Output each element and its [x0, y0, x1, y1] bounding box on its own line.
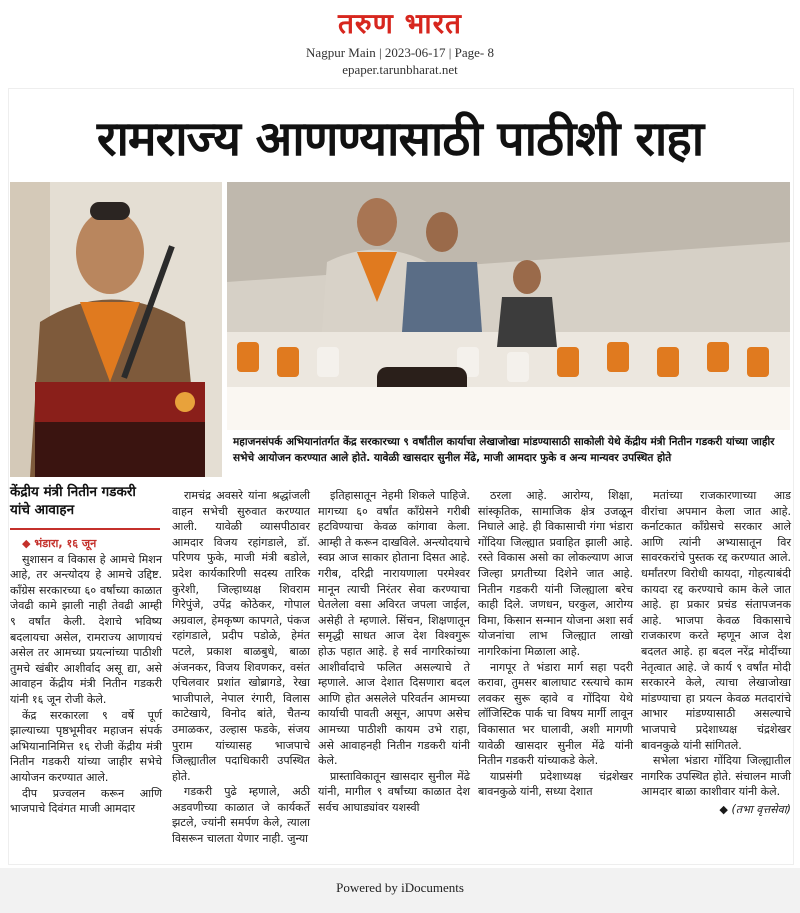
article-column-3 [318, 488, 470, 815]
stage-photo [227, 182, 790, 430]
article-paragraph: मतांच्या राजकारणाच्या आड वीरांचा अपमान केला जात आहे. कर्नाटकात काँग्रेसचे सरकार आले आणि त्यांनी अभ्यासातून विर सावरकरांचे पुस्तक रद्द करण्यात आले. धर्मांतरण विरोधी कायदा, गोहत्याबंदी कायदा रद्द करण्याचे काम केले जात आहे. हा प्रकार प्रचंड संतापजनक आहे. भाजपा केवळ विकासाचे राजकारण करते म्हणून आज देश बदलत आहे. हा बदल नरेंद्र मोदींच्या नेतृत्वात आहे. जे कार्य ९ वर्षांत मोदी सरकारने केले, त्याचा लेखाजोखा मांडण्याचा हा प्रयत्न केवळ मतदारांचे आभार मांडण्यासाठी असल्याचे भाजपाचे प्रदेशाध्यक्ष चंद्रशेखर बावनकुळे यांनी सांगितले. [641, 489, 791, 752]
masthead [0, 0, 800, 80]
article-paragraph: रामचंद्र अवसरे यांना श्रद्धांजली वाहन सभेची सुरुवात करण्यात आली. यावेळी व्यासपीठावर आमदार विजय रहांगडाले, डॉ. परिणय फुके, माजी मंत्री बडोले, प्रदेश कार्यकारिणी सदस्य तारिक कुरेशी, जिल्हाध्यक्ष शिवराम गिरेपुंजे, उपेंद्र कोठेकर, गोपाल अग्रवाल, हेमकृष्ण कापगते, पंकज रहांगडाले, प्रदीप पडोळे, हेमंत पटले, प्रकाश बाळबुधे, बाळा अंजनकर, विजय शिवणकर, वसंत एचिलवार प्रशांत खोब्रागडे, रेखा भाजीपाले, नेपाल रंगारी, विलास काटेखाये, विनोद बांते, चैतन्य उमाळकर, उल्हास फडके, संजय पुराम यांच्यासह भाजपाचे जिल्ह्यातील पदाधिकारी उपस्थित होते. [172, 489, 310, 783]
speaker-photo-illustration [10, 182, 222, 477]
article-column-4 [478, 488, 633, 800]
dateline: भंडारा, १६ जून [34, 537, 97, 550]
article-column-5 [641, 488, 791, 817]
dateline-marker: ◆ [22, 537, 35, 550]
article-subheading: केंद्रीय मंत्री नितीन गडकरी यांचे आवाहन [10, 484, 136, 518]
article-paragraph: सुशासन व विकास हे आमचे मिशन आहे, तर अन्त्योदय हे आमचे उद्दिष्ट. काँग्रेस सरकारच्या ६० वर्षांच्या काळात जेवढी कामे झाली नाही तेवढी आम्ही ९ वर्षांत केली. देशाचे भविष्य बदलायचा असेल, रामराज्य आणायचं असेल तर आमच्या प्रयत्नांच्या पाठीशी तुमचे खंबीर आशीर्वाद असू द्या, असे आवाहन केंद्रीय मंत्री नितीन गडकरी यांनी १६ जून रोजी केले. [10, 552, 162, 706]
site-url[interactable]: epaper.tarunbharat.net [342, 62, 458, 77]
stage-photo-illustration [227, 182, 790, 430]
dateline-paragraph [10, 536, 162, 552]
speaker-photo [10, 182, 222, 477]
article-paragraph: सभेला भंडारा गोंदिया जिल्ह्यातील नागरिक उपस्थित होते. संचालन माजी आमदार बाळा काशीवार यांनी केले. [641, 754, 791, 799]
article-paragraph: केंद्र सरकारला ९ वर्षे पूर्ण झाल्याच्या पृष्ठभूमीवर महाजन संपर्क अभियानानिमित्त १६ रोजी केंद्रीय मंत्री नितीन गडकरी यांच्या जाहीर सभेचे आयोजन करण्यात आले. [10, 708, 162, 784]
article-paragraph: इतिहासातून नेहमी शिकले पाहिजे. मागच्या ६० वर्षांत काँग्रेसने गरीबी हटविण्याचा केवळ कांगावा केला. आम्ही ते करून दाखविले. अन्त्योदयाचे स्वप्न आज साकार होताना दिसत आहे. गरीब, दरिद्री नारायणाला परमेश्वर मानून त्याची निरंतर सेवा करण्याचा घेतलेला वसा अविरत जपला जाईल, असेही ते म्हणाले. सिंचन, शिक्षणातून समृद्धी साधत आज देश विश्वगुरू होऊ पहात आहे. हे सर्व नागरिकांच्या आशीर्वादाचे फलित असल्याचे ते म्हणाले. आज देशात दिसणारा बदल आणि होत असलेले परिवर्तन आमच्या कार्याची पावती असून, आपण असेच आमच्या पाठीशी कायम उभे राहा, असे आवाहनही नितीन गडकरी यांनी केले. [318, 489, 470, 768]
article-paragraph: दीप प्रज्वलन करून आणि भाजपाचे दिवंगत माजी आमदार [10, 786, 162, 816]
newspaper-logo[interactable] [300, 6, 500, 42]
footer [0, 868, 800, 913]
article-paragraph: नागपूर ते भंडारा मार्ग सहा पदरी करावा, तुमसर बालाघाट रस्त्याचे काम लवकर सुरू व्हावे व गोंदिया येथे लॉजिस्टिक पार्क चा विषय मार्गी लावून विकासात भर घालावी, अशी मागणी यावेळी खासदार सुनील मेंढे यांनी नितीन गडकरी यांच्याकडे केले. [478, 660, 633, 768]
article-paragraph: गडकरी पुढे म्हणाले, अठी अडवणीच्या काळात जे कार्यकर्ते झटले, ज्यांनी समर्पण केले, त्याला विसरून चालता येणार नाही. जुन्या [172, 785, 310, 846]
logo-text: तरुण भारत [337, 7, 463, 40]
credit-marker: ◆ [719, 802, 732, 816]
article-column-2 [172, 488, 310, 847]
news-credit [641, 802, 791, 818]
powered-by-link[interactable]: Powered by iDocuments [336, 880, 464, 895]
photo-caption: महाजनसंपर्क अभियानांतर्गत केंद्र सरकारच्या ९ वर्षांतील कार्याचा लेखाजोखा मांडण्यासाठी साकोली येथे केंद्रीय मंत्री नितीन गडकरी यांच्या जाहीर सभेचे आयोजन करण्यात आले होते. यावेळी खासदार सुनील मेंढे, माजी आमदार फुके व अन्य मान्यवर उपस्थित होते [233, 436, 775, 464]
article-paragraph: याप्रसंगी प्रदेशाध्यक्ष चंद्रशेखर बावनकुळे यांनी, सध्या देशात [478, 769, 633, 799]
article-paragraph: ठरला आहे. आरोग्य, शिक्षा, सांस्कृतिक, सामाजिक क्षेत्र उजळून निघाले आहे. ही विकासाची गंगा भंडारा गोंदिया जिल्ह्यात प्रवाहित झाली आहे. रस्ते विकास असो का लोकल्याण आज जिल्हा प्रगतीच्या दिशेने जात आहे. नितीन गडकरी यांनी जिल्ह्याला बरेच काही दिले. जणधन, घरकुल, आरोग्य विमा, किसान सन्मान योजना अशा सर्व योजनांचा लाभ जिल्ह्यात लाखो नागरिकांना मिळाला आहे. [478, 489, 633, 658]
article-headline: रामराज्य आणण्यासाठी पाठीशी राहा [96, 111, 704, 167]
credit-text: (तभा वृत्तसेवा) [731, 802, 791, 816]
edition-line: Nagpur Main | 2023-06-17 | Page- 8 [306, 45, 494, 60]
article-paragraph: प्रास्ताविकातून खासदार सुनील मेंढे यांनी, मागील ९ वर्षांच्या काळात देश सर्वच आघाड्यांवर यशस्वी [318, 769, 470, 814]
article-column-1 [10, 536, 162, 817]
subheading-divider [10, 528, 160, 530]
